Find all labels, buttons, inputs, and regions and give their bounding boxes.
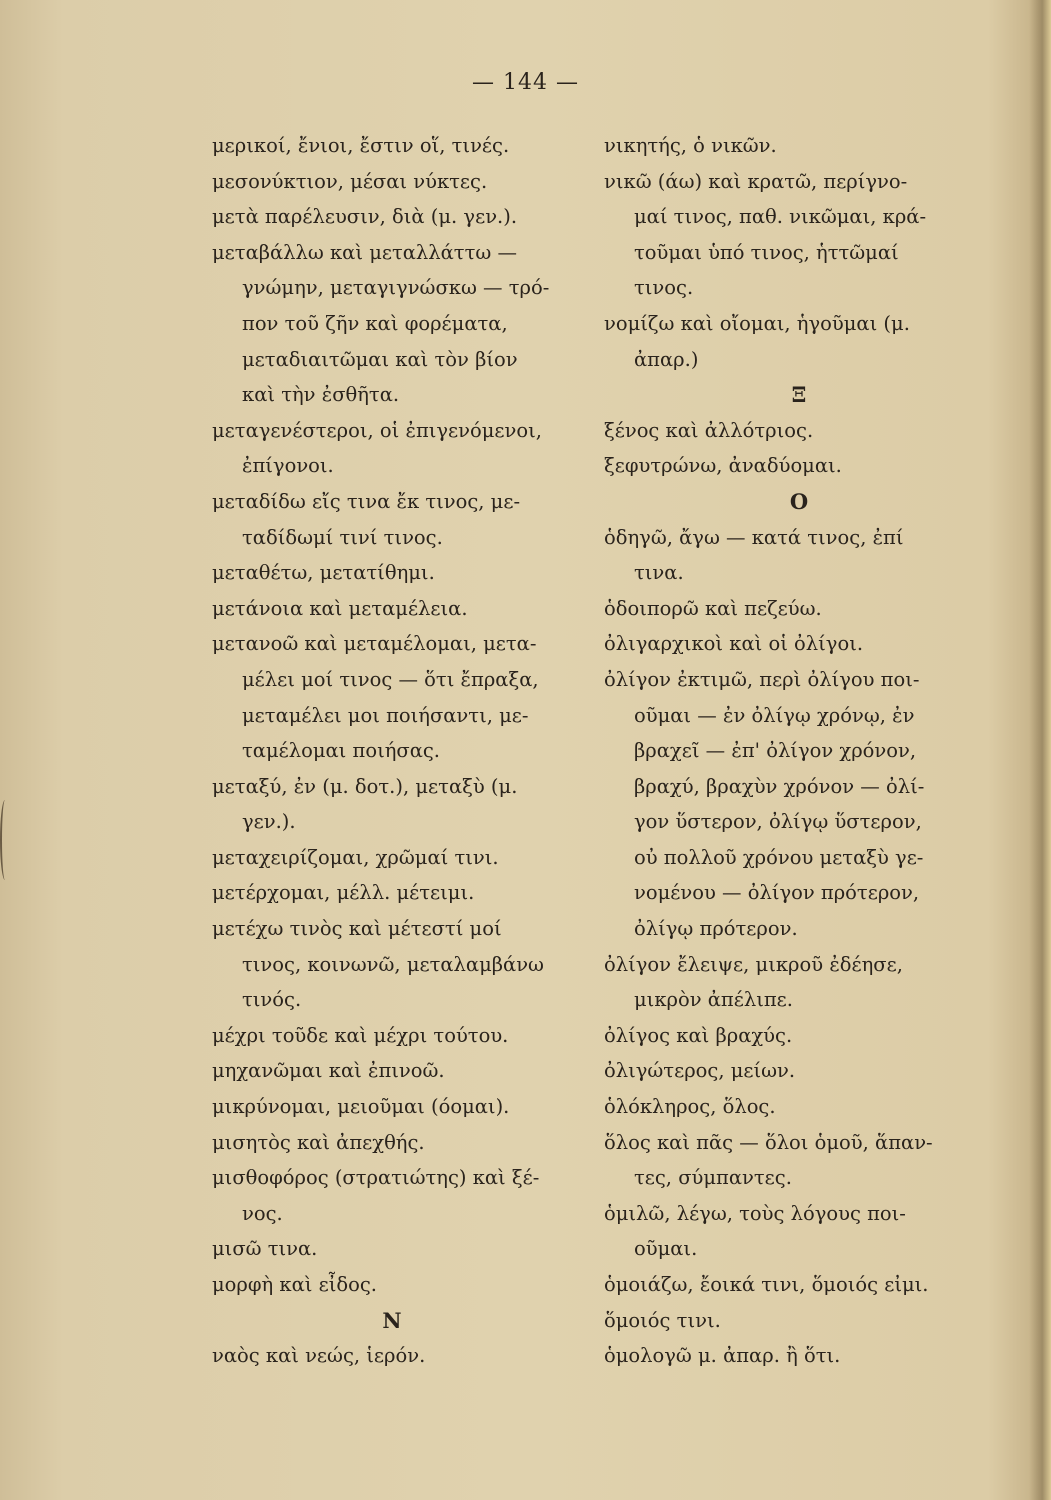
dictionary-entry-line: νομίζω καὶ οἴομαι, ἡγοῦμαι (μ.	[604, 311, 910, 335]
dictionary-entry-line: μορφὴ καὶ εἶδος.	[212, 1273, 377, 1296]
dictionary-entry-line: νικητής, ὁ νικῶν.	[604, 134, 777, 157]
entry-continuation-line: μεταμέλει μοι ποιήσαντι, με-	[242, 703, 529, 727]
dictionary-entry-line: ὀλίγος καὶ βραχύς.	[604, 1023, 793, 1047]
dictionary-entry-line: μισητὸς καὶ ἀπεχθής.	[212, 1130, 425, 1154]
dictionary-entry-line: ὅλος καὶ πᾶς — ὅλοι ὁμοῦ, ἅπαν-	[604, 1130, 933, 1154]
dictionary-entry-line: μεταβάλλω καὶ μεταλλάττω —	[212, 240, 517, 264]
entry-continuation-line: οὐ πολλοῦ χρόνου μεταξὺ γε-	[634, 845, 924, 869]
dictionary-entry-line: μετάνοια καὶ μεταμέλεια.	[212, 596, 468, 620]
left-column	[212, 128, 597, 1374]
entry-continuation-line: ταδίδωμί τινί τινος.	[242, 525, 443, 549]
section-letter-heading: Ξ	[791, 382, 807, 408]
dictionary-entry-line: νικῶ (άω) καὶ κρατῶ, περίγνο-	[604, 169, 908, 193]
dictionary-entry-line: ὁδοιπορῶ καὶ πεζεύω.	[604, 596, 822, 620]
entry-continuation-line: βραχεῖ — ἐπ' ὀλίγον χρόνον,	[634, 739, 917, 763]
dictionary-entry-line: μετέχω τινὸς καὶ μέτεστί μοί	[212, 917, 502, 941]
dictionary-entry-line: ὁδηγῶ, ἄγω — κατά τινος, ἐπί	[604, 525, 904, 549]
section-letter-heading: O	[789, 488, 809, 514]
entry-continuation-line: μικρὸν ἀπέλιπε.	[634, 988, 793, 1012]
dictionary-entry-line: ὁλόκληρος, ὅλος.	[604, 1095, 776, 1119]
section-letter-heading: N	[382, 1307, 402, 1333]
dictionary-entry-line: ὀλιγώτερος, μείων.	[604, 1059, 796, 1083]
entry-continuation-line: μαί τινος, παθ. νικῶμαι, κρά-	[634, 205, 927, 229]
entry-continuation-line: γνώμην, μεταγιγνώσκω — τρό-	[242, 276, 550, 300]
entry-continuation-line: καὶ τὴν ἐσθῆτα.	[242, 383, 400, 407]
dictionary-entry-line: ὁμοιάζω, ἔοικά τινι, ὅμοιός εἰμι.	[604, 1273, 929, 1296]
dictionary-entry-line: μεταξύ, ἐν (μ. δοτ.), μεταξὺ (μ.	[212, 774, 518, 798]
entry-continuation-line: μεταδιαιτῶμαι καὶ τὸν βίον	[242, 347, 518, 371]
entry-continuation-line: νομένου — ὀλίγον πρότερον,	[634, 881, 920, 905]
entry-continuation-line: ταμέλομαι ποιήσας.	[242, 739, 440, 763]
entry-continuation-line: ἐπίγονοι.	[242, 454, 334, 478]
entry-continuation-line: μέλει μοί τινος — ὅτι ἔπραξα,	[242, 667, 539, 691]
dictionary-entry-line: ξένος καὶ ἀλλότριος.	[604, 418, 814, 442]
entry-continuation-line: τινός.	[242, 988, 302, 1012]
dictionary-entry-line: μετανοῶ καὶ μεταμέλομαι, μετα-	[212, 632, 537, 656]
dictionary-entry-line: ὀλίγον ἔλειψε, μικροῦ ἐδέησε,	[604, 952, 903, 976]
dictionary-entry-line: μερικοί, ἔνιοι, ἔστιν οἵ, τινές.	[212, 134, 510, 157]
dictionary-entry-line: μεταχειρίζομαι, χρῶμαί τινι.	[212, 845, 499, 869]
dictionary-entry-line: ὅμοιός τινι.	[604, 1308, 721, 1332]
dictionary-entry-line: ὀλιγαρχικοὶ καὶ οἱ ὀλίγοι.	[604, 632, 864, 656]
entry-continuation-line: τινα.	[634, 561, 684, 585]
page-edge-shadow	[1029, 0, 1051, 1500]
dictionary-entry-line: μηχανῶμαι καὶ ἐπινοῶ.	[212, 1059, 445, 1083]
dictionary-entry-line: μετὰ παρέλευσιν, διὰ (μ. γεν.).	[212, 205, 518, 229]
entry-continuation-line: πον τοῦ ζῆν καὶ φορέματα,	[242, 311, 508, 335]
entry-continuation-line: τινος.	[634, 276, 694, 300]
right-column	[604, 128, 984, 1374]
entry-continuation-line: νος.	[242, 1201, 283, 1225]
dictionary-entry-line: μεταδίδω εἴς τινα ἔκ τινος, με-	[212, 489, 521, 513]
entry-continuation-line: βραχύ, βραχὺν χρόνον — ὀλί-	[634, 774, 925, 798]
dictionary-entry-line: μικρύνομαι, μειοῦμαι (όομαι).	[212, 1095, 510, 1119]
dictionary-entry-line: μέχρι τοῦδε καὶ μέχρι τούτου.	[212, 1023, 509, 1047]
dictionary-entry-line: μεσονύκτιον, μέσαι νύκτες.	[212, 169, 488, 193]
entry-continuation-line: ἀπαρ.)	[634, 347, 699, 371]
entry-continuation-line: τοῦμαι ὑπό τινος, ἡττῶμαί	[634, 240, 899, 264]
dictionary-entry-line: μεταθέτω, μετατίθημι.	[212, 561, 435, 585]
entry-continuation-line: γον ὕστερον, ὀλίγῳ ὕστερον,	[634, 810, 922, 834]
entry-continuation-line: οῦμαι — ἐν ὀλίγῳ χρόνῳ, ἐν	[634, 703, 915, 727]
margin-bracket-mark	[0, 800, 10, 880]
entry-continuation-line: γεν.).	[242, 810, 296, 834]
entry-continuation-line: ὀλίγῳ πρότερον.	[634, 917, 798, 941]
dictionary-entry-line: μισθοφόρος (στρατιώτης) καὶ ξέ-	[212, 1166, 540, 1190]
entry-continuation-line: τες, σύμπαντες.	[634, 1166, 792, 1190]
page-number: — 144 —	[472, 70, 579, 95]
dictionary-entry-line: ὀλίγον ἐκτιμῶ, περὶ ὀλίγου ποι-	[604, 667, 920, 691]
entry-continuation-line: οῦμαι.	[634, 1237, 698, 1261]
dictionary-entry-line: ξεφυτρώνω, ἀναδύομαι.	[604, 454, 842, 478]
dictionary-entry-line: μεταγενέστεροι, οἱ ἐπιγενόμενοι,	[212, 418, 542, 442]
dictionary-entry-line: μετέρχομαι, μέλλ. μέτειμι.	[212, 881, 475, 905]
entry-continuation-line: τινος, κοινωνῶ, μεταλαμβάνω	[242, 952, 544, 976]
dictionary-entry-line: ὁμολογῶ μ. ἀπαρ. ἢ ὅτι.	[604, 1344, 841, 1368]
dictionary-entry-line: ναὸς καὶ νεώς, ἱερόν.	[212, 1344, 426, 1368]
dictionary-entry-line: μισῶ τινα.	[212, 1237, 318, 1261]
dictionary-entry-line: ὁμιλῶ, λέγω, τοὺς λόγους ποι-	[604, 1201, 906, 1225]
